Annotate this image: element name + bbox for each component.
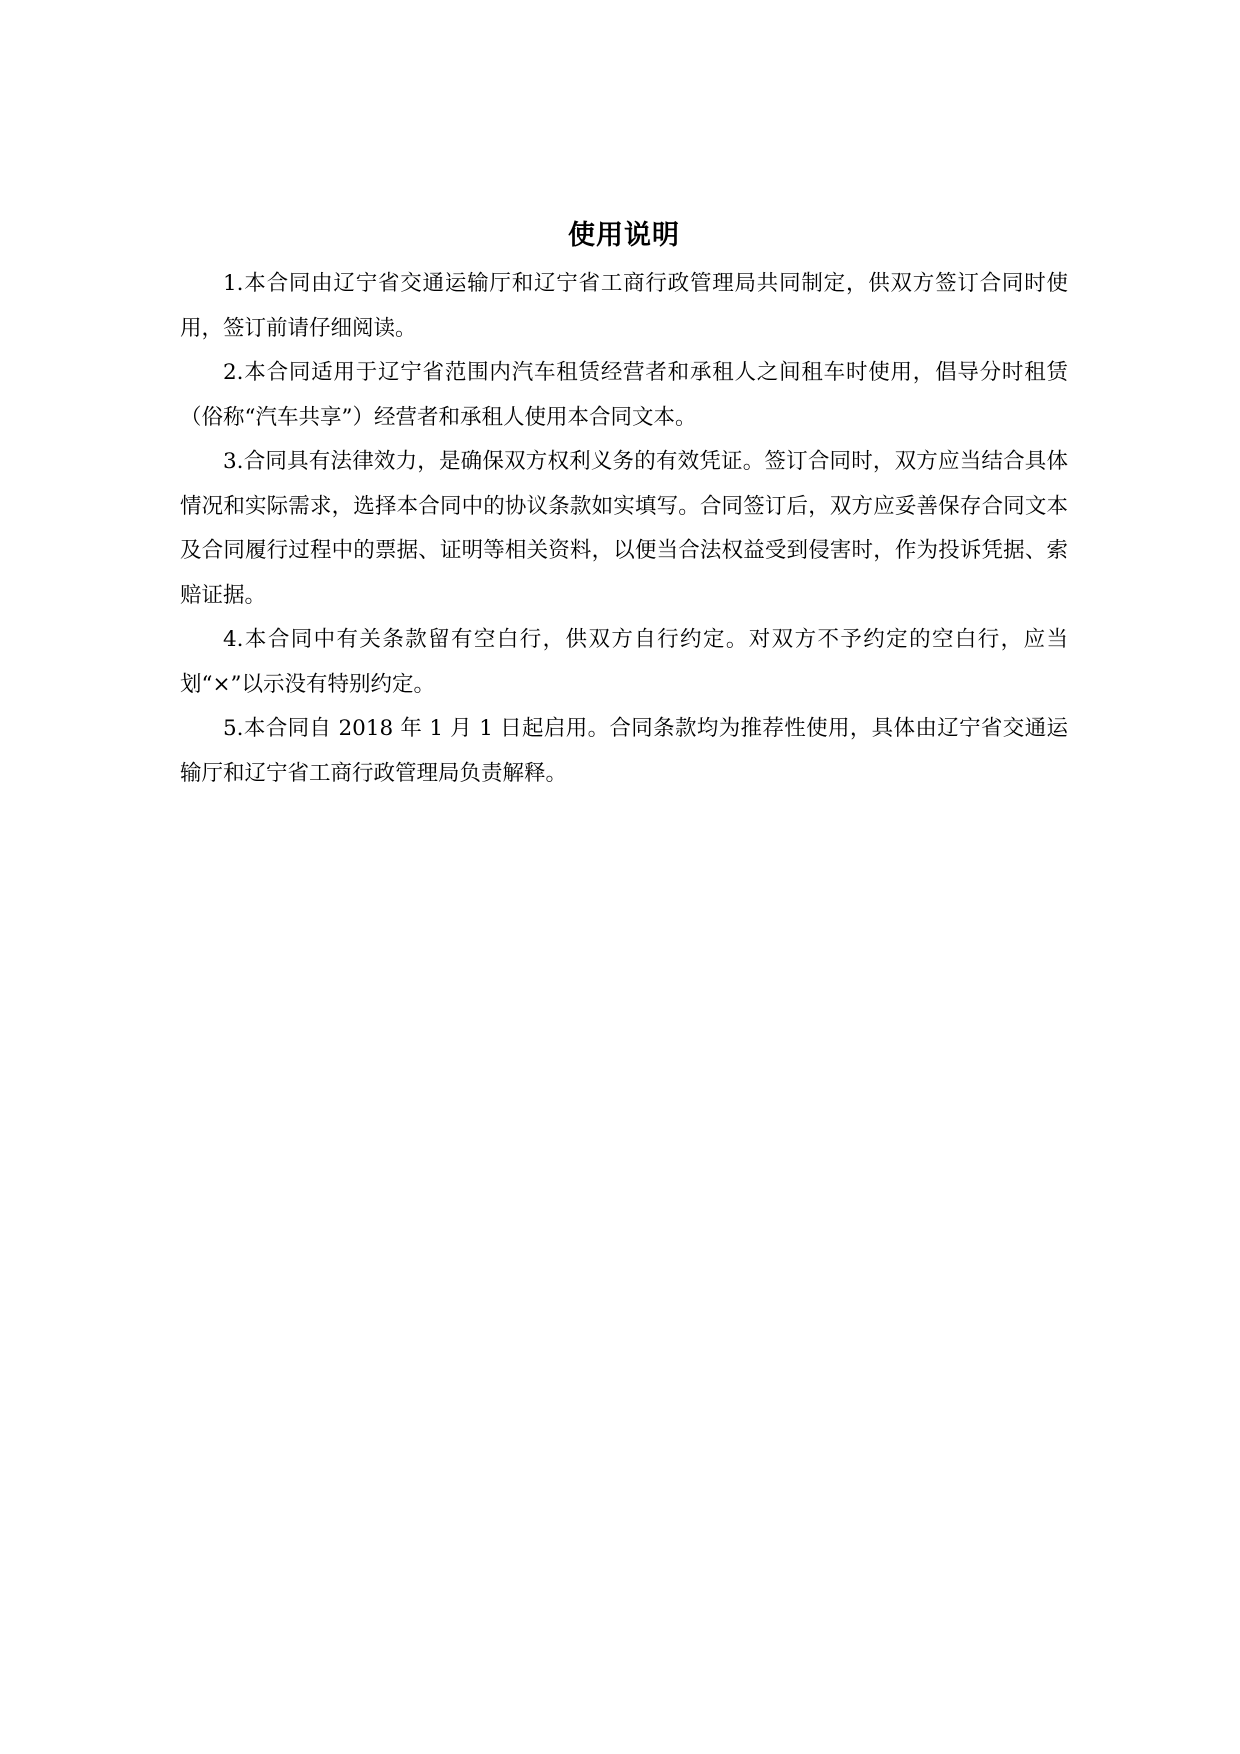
paragraph-5: 5.本合同自 2018 年 1 月 1 日起启用。合同条款均为推荐性使用，具体由辽宁省交通运输厅和辽宁省工商行政管理局负责解释。 (180, 716, 1068, 786)
paragraph-3: 3.合同具有法律效力，是确保双方权利义务的有效凭证。签订合同时，双方应当结合具体情况和实际需求，选择本合同中的协议条款如实填写。合同签订后，双方应妥善保存合同文本及合同履行过程中的票据、证明等相关资料，以便当合法权益受到侵害时，作为投诉凭据、索赔证据。 (180, 449, 1068, 608)
paragraph-1: 1.本合同由辽宁省交通运输厅和辽宁省工商行政管理局共同制定，供双方签订合同时使用，签订前请仔细阅读。 (180, 271, 1068, 341)
paragraph-2: 2.本合同适用于辽宁省范围内汽车租赁经营者和承租人之间租车时使用，倡导分时租赁（俗称“汽车共享”）经营者和承租人使用本合同文本。 (180, 360, 1068, 430)
document-content (180, 216, 1068, 796)
paragraph-4: 4.本合同中有关条款留有空白行，供双方自行约定。对双方不予约定的空白行，应当划“×”以示没有特别约定。 (180, 627, 1068, 697)
page-title: 使用说明 (568, 220, 680, 251)
